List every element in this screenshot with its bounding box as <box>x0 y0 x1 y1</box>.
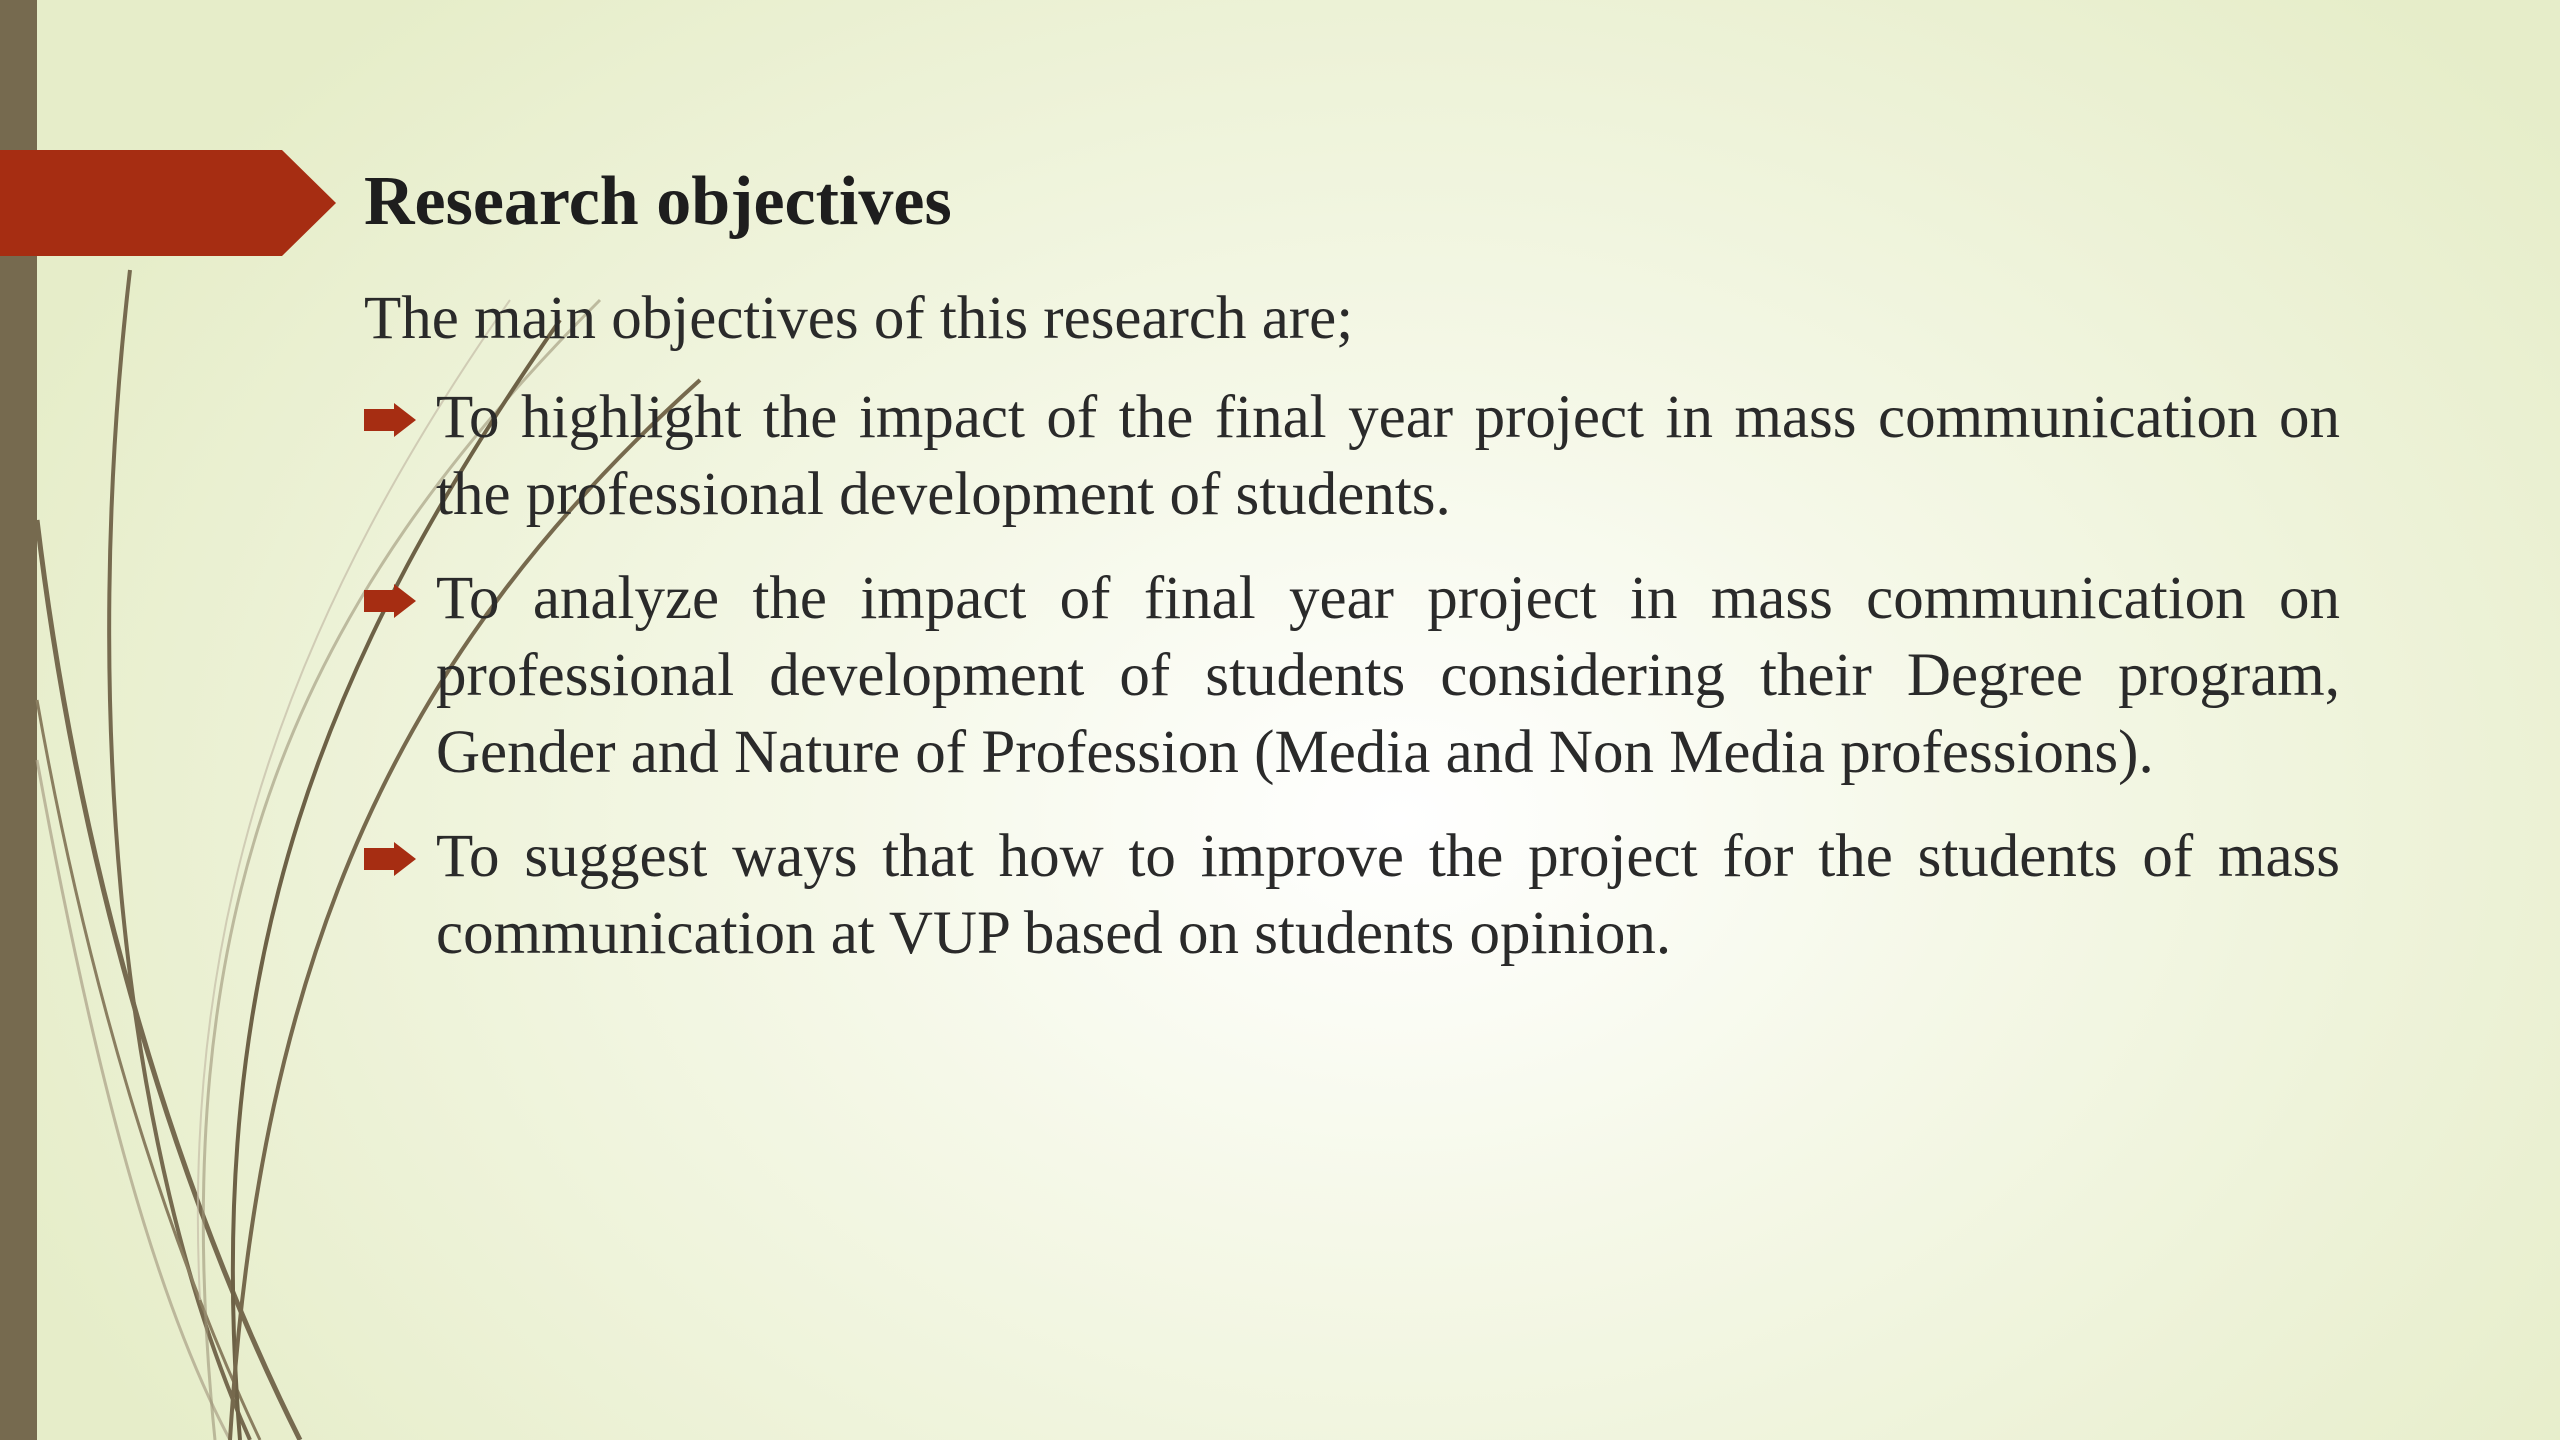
list-item-text: To highlight the impact of the final year project in mass communication on the professional development of students. <box>436 384 2340 528</box>
arrow-bullet-icon <box>364 842 416 876</box>
arrow-bullet-icon <box>364 584 416 618</box>
list-item-text: To analyze the impact of final year project in mass communication on professional development of students considering their Degree program, Gender and Nature of Profession (Media and Non Media professions). <box>436 565 2340 786</box>
title-arrow-banner <box>0 150 336 256</box>
list-item-text: To suggest ways that how to improve the project for the students of mass communication at VUP based on students opinion. <box>436 823 2340 967</box>
intro-text: The main objectives of this research are; <box>364 285 1354 352</box>
list-item <box>364 560 2340 791</box>
slide-title: Research objectives <box>364 163 952 240</box>
objectives-list <box>364 379 2340 999</box>
list-item <box>364 379 2340 533</box>
arrow-bullet-icon <box>364 403 416 437</box>
list-item <box>364 818 2340 972</box>
